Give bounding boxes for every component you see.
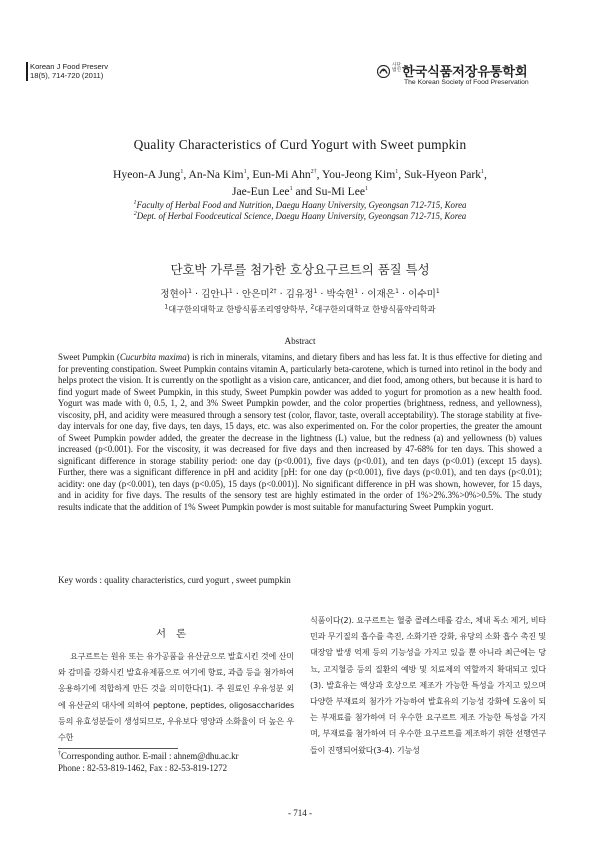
society-tag: 사단법인: [392, 63, 401, 74]
author-mark: 1: [354, 287, 359, 295]
paper-title: Quality Characteristics of Curd Yogurt with Sweet pumpkin: [133, 137, 467, 152]
species-name: Cucurbita maxima: [119, 352, 187, 362]
body-column-left: 요구르트는 원유 또는 유가공품을 유산균으로 발효시킨 것에 산미와 감미를 강화시킨 발효유제품으로 여기에 향료, 과즙 등을 첨가하여 응용하기에 적합하게 만든 것을 의미한다(1). 주 원료인 우유성분 외에 유산균의 대사에 의하여 peptone, peptides, oligosaccharides 등의 유효성분들이 생성되므로, 우유보다 영양과 소화율이 더 높은 우수한: [58, 652, 294, 743]
affiliation: [30, 211, 570, 222]
footnote-phone: Phone : 82-53-819-1462, Fax : 82-53-819-1272: [58, 763, 228, 773]
affiliation: [311, 304, 436, 314]
footnote-mark: †: [58, 751, 61, 758]
footnote-email-line: [58, 750, 239, 762]
author-name: 김유정: [285, 289, 314, 300]
author-mark: 1: [228, 287, 233, 295]
affiliation-text: 대구한의대학교 한방식품약리학과: [314, 304, 436, 314]
author-list-korean: 정현아$^1$ · 김안나$^1$ · 안은미$^{2\dagger}$ · 김유정$^1$ · 박숙현$^1$ · 이재은$^1$ · 이수미$^1$: [160, 287, 440, 300]
author-name: An-Na Kim: [188, 168, 244, 181]
author-name: 이재은: [367, 289, 396, 300]
affiliation: [30, 200, 570, 211]
paper-title-korean: 단호박 가루를 첨가한 호상요구르트의 품질 특성: [170, 262, 430, 277]
author-name: 정현아: [160, 289, 189, 300]
affiliation-mark: 2: [133, 211, 137, 218]
author-name: Jae-Eun Lee: [231, 185, 290, 198]
author-name: Su-Mi Lee: [315, 185, 366, 198]
author-mark: 1: [435, 287, 440, 295]
affiliation-mark: 2: [310, 303, 315, 311]
society-logo-icon: [377, 63, 390, 76]
author-name: Eun-Mi Ahn: [252, 168, 311, 181]
abstract-lead: Sweet Pumpkin (: [58, 352, 120, 362]
author-name: 박숙현: [326, 289, 355, 300]
author-list: Hyeon-A Jung$^1$, An-Na Kim$^1$, Eun-Mi Ahn$^{2\dagger}$, You-Jeong Kim$^1$, Suk-Hyeon Park$^1$, Jae-Eun Lee$^1$ and Su-Mi Lee$^1$: [113, 168, 487, 198]
affiliation-text: Dept. of Herbal Foodceutical Science, Daegu Haany University, Gyeongsan 712-715, Korea: [136, 211, 467, 221]
corresponding-author-footnote: [58, 750, 239, 774]
affiliation: [164, 304, 310, 314]
keywords-values: quality characteristics, curd yogurt , sweet pumpkin: [104, 575, 291, 585]
society-name-korean: 한국식품저장유통학회: [402, 65, 528, 80]
author-name: Suk-Hyeon Park: [404, 168, 482, 181]
author-mark: 2†: [269, 287, 277, 295]
author-mark: 1: [313, 287, 318, 295]
author-mark: 1: [180, 169, 184, 176]
affiliation-mark: 1: [164, 303, 169, 311]
affiliation-text: Faculty of Herbal Food and Nutrition, Daegu Haany University, Gyeongsan 712-715, Korea: [136, 200, 467, 210]
affiliation-list: [30, 200, 570, 222]
affiliation-list-korean: [0, 304, 600, 315]
footnote-divider: [58, 748, 178, 749]
author-mark: 1: [243, 169, 247, 176]
abstract-body: ) is rich in minerals, vitamins, and dietary fibers and has less fat. It is thus effective for dieting and for preventing constipation. Sweet Pumpkin contains vitamin A, particularly beta-carotene, which is turned into retinol in the body and helps protect the vision. It is currently on the spotlight as a vision care, anticancer, and diet food, among others, but because it is hard to find yogurt made of Sweet Pumpkin, in this study, Sweet Pumpkin powder was added to yogurt for promotion as a new health food. Yogurt was made with 0, 0.5, 1, 2, and 3% Sweet Pumpkin powder, and the color properties (brightness, redness, and yellowness), viscosity, pH, and acidity were measured through a sensory test (color, flavor, taste, overall acceptability). The storage stability at five-day intervals for one day, five days, ten days, 15 days, etc. was also experimented on. For the color properties, the greater the amount of Sweet Pumpkin powder added, the greater the decrease in the lightness (L) value, but the redness (a) and yellowness (b) values increased (p<0.001). For the viscosity, it was decreased for five days and then increased by 47-68% for ten days. This showed a significant difference in storage stability period: one day (p<0.001), five days (p<0.01), and ten days (p<0.01) (except 15 days). Further, there was a significant difference in pH and acidity [pH: for one day (p<0.001), five days (p<0.01), and ten days (p<0.01); acidity: one day (p<0.001), ten days (p<0.05), 15 days (p<0.001)]. No significant difference in pH was shown, however, for 15 days, and in acidity for five days. The results of the sensory test are highly estimated in the order of 1%>2%.3%>0%>0.5%. The study results indicate that the addition of 1% Sweet Pumpkin powder is most suitable for manufacturing Sweet Pumpkin yogurt.: [58, 352, 542, 512]
author-mark: 1: [395, 287, 399, 295]
author-name: 안은미: [241, 289, 270, 300]
author-mark: 1: [481, 169, 485, 176]
page-number: - 714 -: [288, 808, 312, 818]
affiliation-text: 대구한의대학교 한방식품조리영양학부,: [168, 304, 311, 314]
abstract-text: [58, 352, 542, 513]
author-name: 이수미: [408, 289, 436, 300]
society-name-english: The Korean Society of Food Preservation: [404, 79, 529, 86]
keywords: [58, 575, 542, 585]
footnote-email: Corresponding author. E-mail : ahnem@dhu.ac.kr: [61, 751, 239, 761]
author-name: 김안나: [201, 289, 229, 300]
keywords-label: Key words :: [58, 575, 105, 585]
author-name: Hyeon-A Jung: [113, 168, 181, 181]
author-mark: 1: [289, 186, 293, 193]
affiliation-mark: 1: [133, 200, 137, 207]
author-name: You-Jeong Kim: [322, 168, 396, 181]
journal-volume: 18(5), 714-720 (2011): [30, 71, 104, 81]
section-heading-introduction: 서론: [155, 628, 197, 640]
journal-bar: [26, 62, 28, 81]
author-mark: 1: [188, 287, 192, 295]
author-mark: 1: [395, 169, 399, 176]
journal-name: Korean J Food Preserv: [30, 62, 109, 71]
journal-citation: [30, 62, 108, 80]
abstract-heading: Abstract: [284, 336, 316, 346]
author-mark: 1: [365, 186, 369, 193]
author-mark: 2†: [310, 169, 317, 176]
body-column-right: 식품이다(2). 요구르트는 혈중 콜레스테롤 감소, 체내 독소 제거, 비타민과 무기질의 흡수를 촉진, 소화기관 강화, 유당의 소화 흡수 촉진 및 대장암 발생 억제 등의 기능성을 가지고 있을 뿐 아니라 최근에는 당뇨, 고지혈증 등의 질환의 예방 및 치료제의 역할까지 확대되고 있다(3). 발효유는 액상과 호상으로 제조가 가능한 특성을 가지고 있으며 다양한 부재료의 첨가가 가능하여 발효유의 기능성 강화에 도움이 되는 부재료를 첨가하여 더 우수한 요구르트 제조 가능한 특성을 가지며, 부재료를 첨가하여 더 우수한 요구르트를 제조하기 위한 선행연구들이 진행되어왔다(3-4). 기능성: [310, 616, 546, 755]
